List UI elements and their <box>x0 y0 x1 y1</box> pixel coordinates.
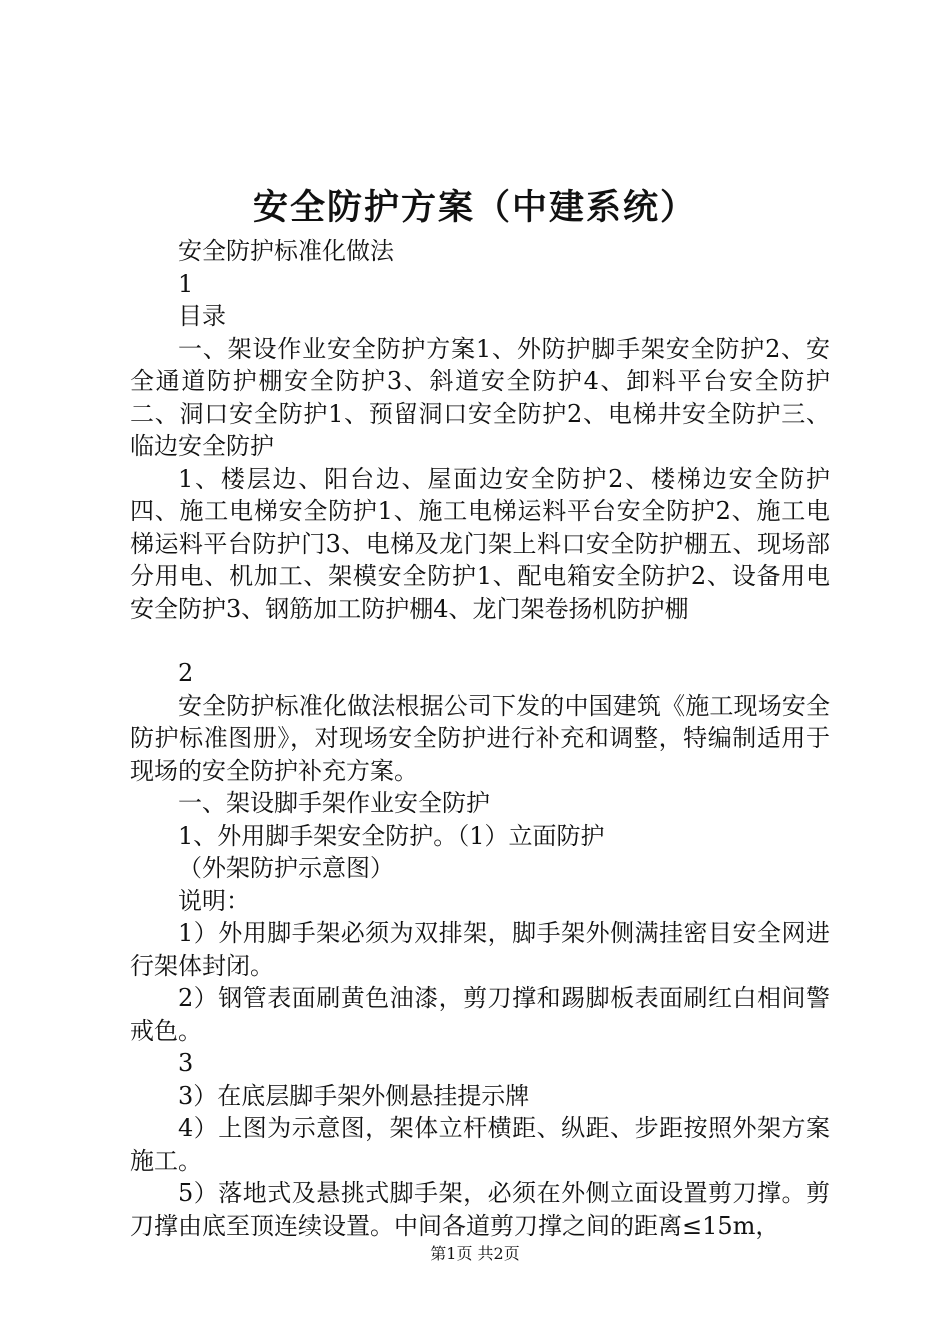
document-title: 安全防护方案（中建系统） <box>252 187 697 228</box>
page-footer: 第1页 共2页 <box>430 1244 520 1263</box>
figure-caption: （外架防护示意图） <box>178 854 394 882</box>
note-item: 4）上图为示意图，架体立杆横距、纵距、步距按照外架方案施工。 <box>130 1114 830 1175</box>
document-body <box>130 235 830 1242</box>
page-number-marker: 3 <box>178 1049 194 1077</box>
blank-line <box>130 625 830 657</box>
page-number-marker: 1 <box>178 269 194 298</box>
subtitle-paragraph: 安全防护标准化做法 <box>178 237 394 265</box>
toc-paragraph: 一、架设作业安全防护方案1、外防护脚手架安全防护2、安全通道防护棚安全防护3、斜道安全防护4、卸料平台安全防护二、洞口安全防护1、预留洞口安全防护2、电梯井安全防护三、临边安全防护 <box>130 334 830 460</box>
note-item: 2）钢管表面刷黄色油漆，剪刀撑和踢脚板表面刷红白相间警戒色。 <box>130 984 830 1045</box>
page-number-marker: 2 <box>178 659 194 687</box>
subsection-heading: 1、外用脚手架安全防护。（1）立面防护 <box>178 821 605 850</box>
toc-paragraph: 1、楼层边、阳台边、屋面边安全防护2、楼梯边安全防护四、施工电梯安全防护1、施工电梯运料平台安全防护2、施工电梯运料平台防护门3、电梯及龙门架上料口安全防护棚五、现场部分用电、机加工、架模安全防护1、配电箱安全防护2、设备用电安全防护3、钢筋加工防护棚4、龙门架卷扬机防护棚 <box>130 464 830 623</box>
note-item: 1）外用脚手架必须为双排架，脚手架外侧满挂密目安全网进行架体封闭。 <box>130 919 830 980</box>
notes-heading: 说明： <box>178 886 250 915</box>
toc-heading: 目录 <box>178 302 226 330</box>
section-heading: 一、架设脚手架作业安全防护 <box>178 789 490 817</box>
intro-paragraph: 安全防护标准化做法根据公司下发的中国建筑《施工现场安全防护标准图册》，对现场安全防护进行补充和调整，特编制适用于现场的安全防护补充方案。 <box>130 691 830 785</box>
note-item: 5）落地式及悬挑式脚手架，必须在外侧立面设置剪刀撑。剪刀撑由底至顶连续设置。中间各道剪刀撑之间的距离≤15m， <box>130 1179 830 1240</box>
note-item: 3）在底层脚手架外侧悬挂提示牌 <box>178 1081 530 1110</box>
